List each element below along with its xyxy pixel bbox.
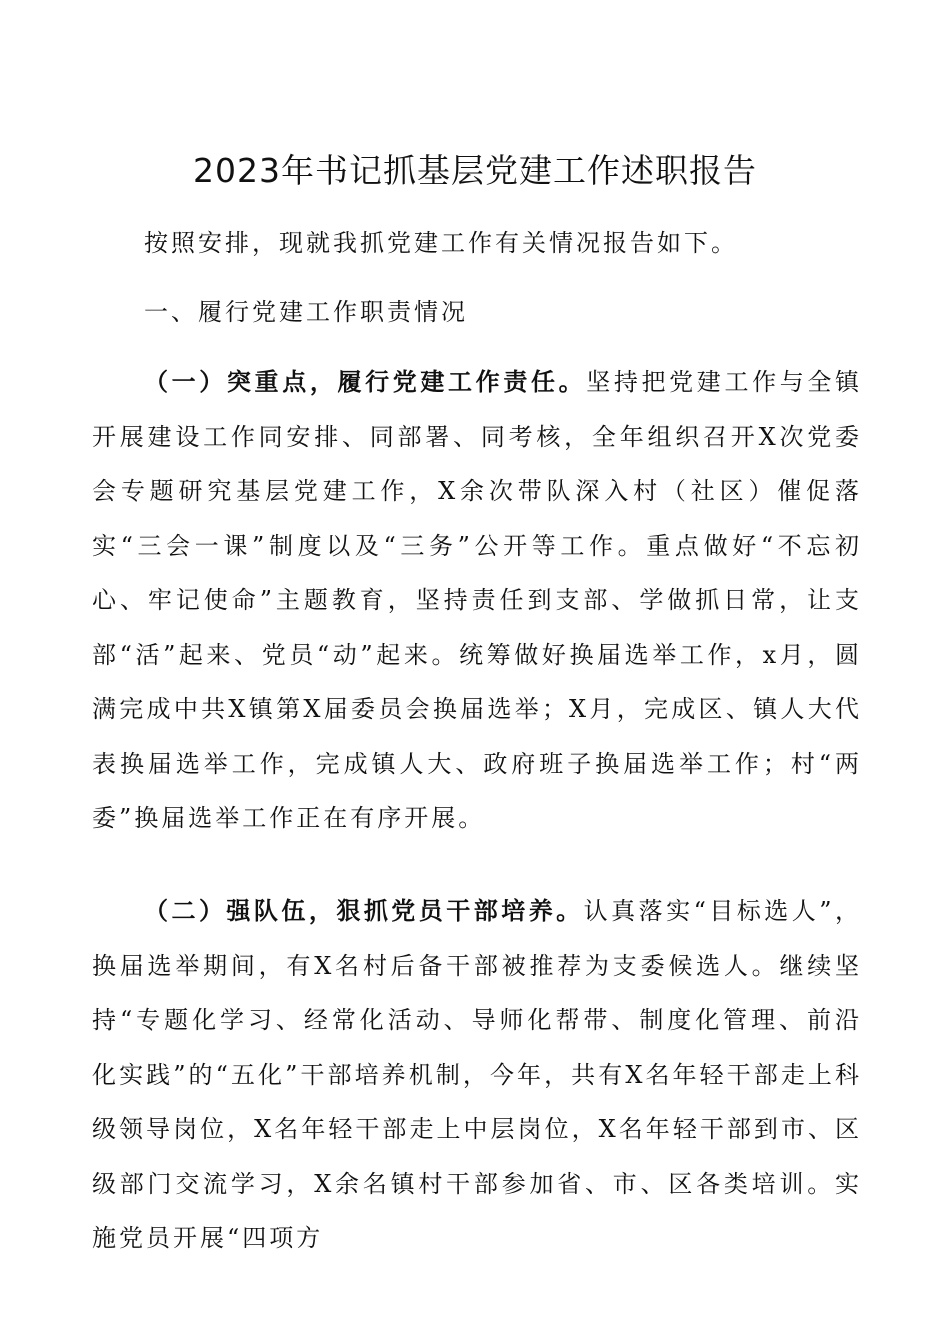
document-title: 2023年书记抓基层党建工作述职报告 (193, 151, 757, 190)
section-2-body: 认真落实“目标选人”，换届选举期间，有X名村后备干部被推荐为支委候选人。继续坚持“专题化学习、经常化活动、导师化帮带、制度化管理、前沿化实践”的“五化”干部培养机制，今年，共有X名年轻干部走上科级领导岗位，X名年轻干部走上中层岗位，X名年轻干部到市、区级部门交流学习，X余名镇村干部参加省、市、区各类培训。实施党员开展“四项方 (92, 897, 863, 1252)
section-2-paragraph (92, 884, 862, 1266)
section-1-paragraph (92, 355, 862, 846)
section-1-lead: （一）突重点，履行党建工作责任。 (144, 367, 587, 396)
section-heading-1: 一、履行党建工作职责情况 (144, 298, 468, 326)
section-2-lead: （二）强队伍，狠抓党员干部培养。 (144, 896, 584, 925)
intro-paragraph: 按照安排，现就我抓党建工作有关情况报告如下。 (144, 229, 738, 257)
section-1-body: 坚持把党建工作与全镇开展建设工作同安排、同部署、同考核，全年组织召开X次党委会专题研究基层党建工作，X余次带队深入村（社区）催促落实“三会一课”制度以及“三务”公开等工作。重点做好“不忘初心、牢记使命”主题教育，坚持责任到支部、学做抓日常，让支部“活”起来、党员“动”起来。统筹做好换届选举工作，x月，圆满完成中共X镇第X届委员会换届选举；X月，完成区、镇人大代表换届选举工作，完成镇人大、政府班子换届选举工作；村“两委”换届选举工作正在有序开展。 (92, 368, 863, 832)
